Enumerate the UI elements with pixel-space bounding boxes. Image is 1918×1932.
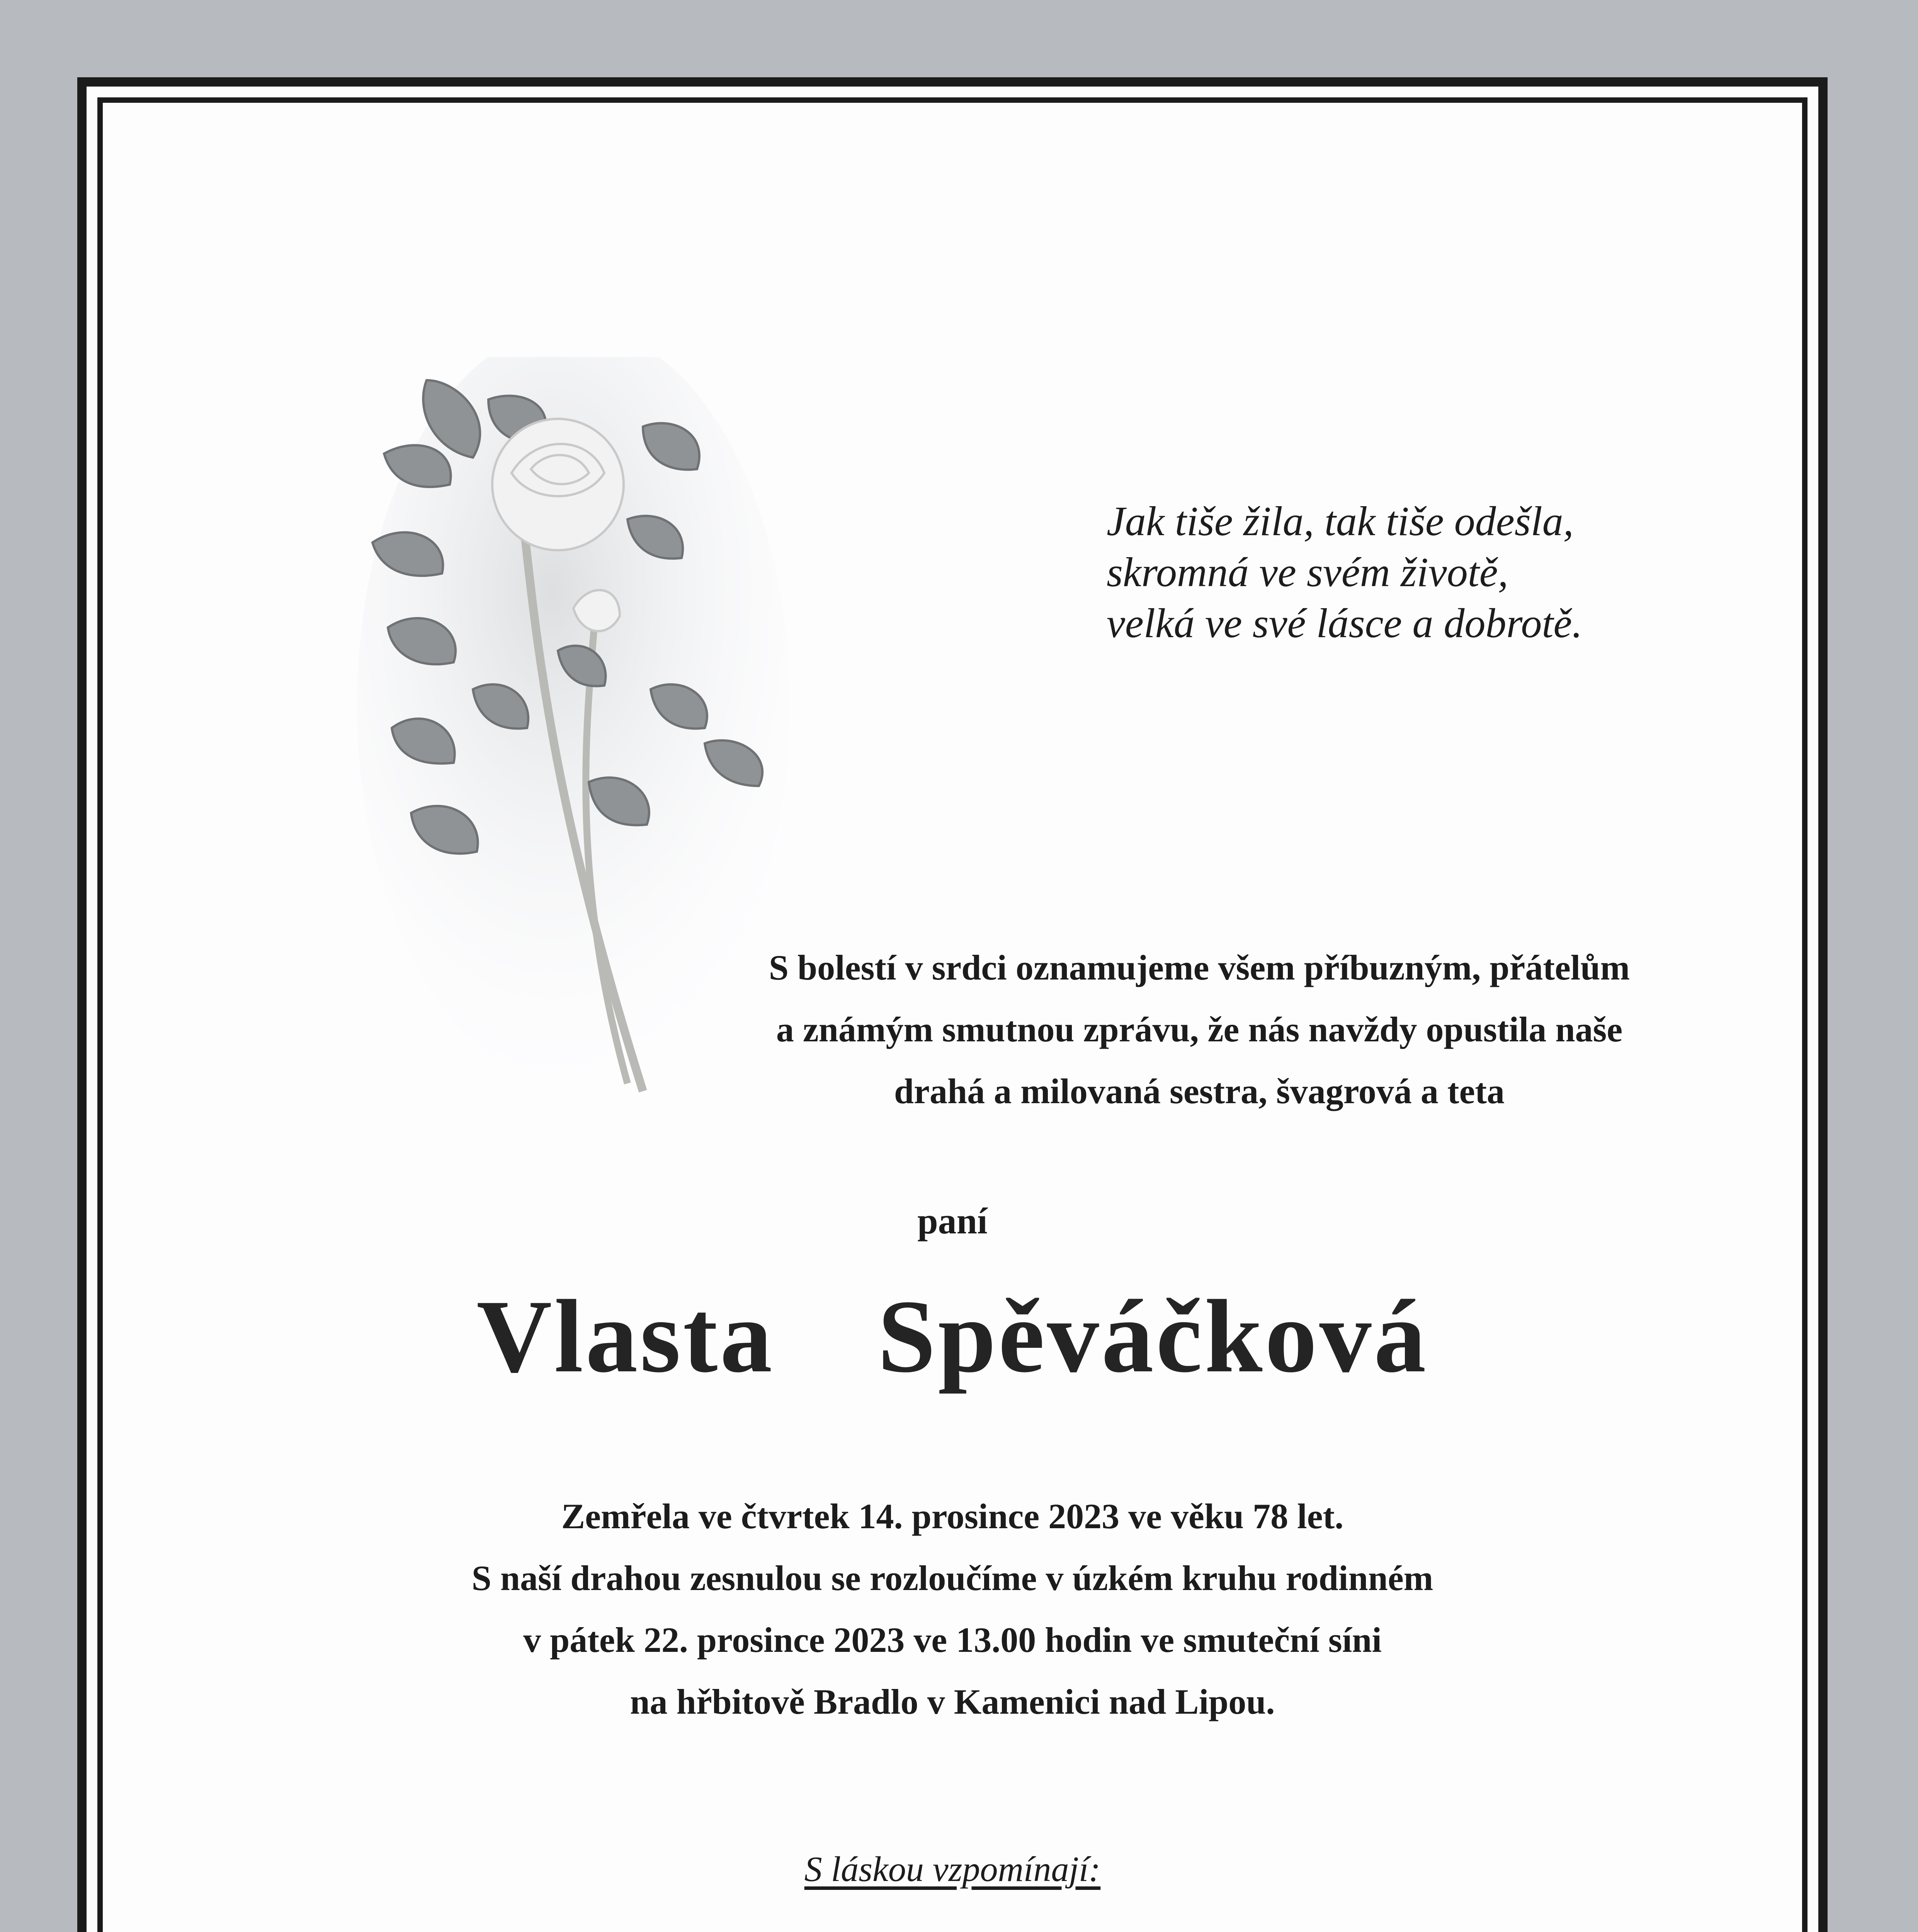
death-info-line: S naší drahou zesnulou se rozloučíme v úzkém kruhu rodinném	[471, 1558, 1433, 1598]
announcement-line: drahá a milovaná sestra, švagrová a teta	[894, 1071, 1505, 1111]
obituary-sheet	[77, 77, 1828, 1932]
motto	[1107, 496, 1582, 649]
death-info	[87, 1485, 1818, 1733]
announcement-line: a známým smutnou zprávu, že nás navždy opustila naše	[776, 1010, 1623, 1049]
honorific: paní	[917, 1200, 988, 1242]
death-info-line: v pátek 22. prosince 2023 ve 13.00 hodin ve smuteční síni	[523, 1620, 1382, 1660]
announcement	[720, 937, 1678, 1122]
motto-line: velká ve své lásce a dobrotě.	[1107, 600, 1583, 646]
announcement-line: S bolestí v srdci oznamujeme všem příbuzným, přátelům	[769, 948, 1630, 987]
deceased-name: Vlasta Spěváčková	[476, 1279, 1428, 1394]
mourners-title: S láskou vzpomínají:	[804, 1849, 1101, 1889]
death-info-line: Zemřela ve čtvrtek 14. prosince 2023 ve věku 78 let.	[561, 1497, 1344, 1536]
motto-line: Jak tiše žila, tak tiše odešla,	[1107, 498, 1574, 544]
motto-line: skromná ve svém životě,	[1107, 549, 1508, 595]
death-info-line: na hřbitově Bradlo v Kamenici nad Lipou.	[630, 1682, 1275, 1721]
